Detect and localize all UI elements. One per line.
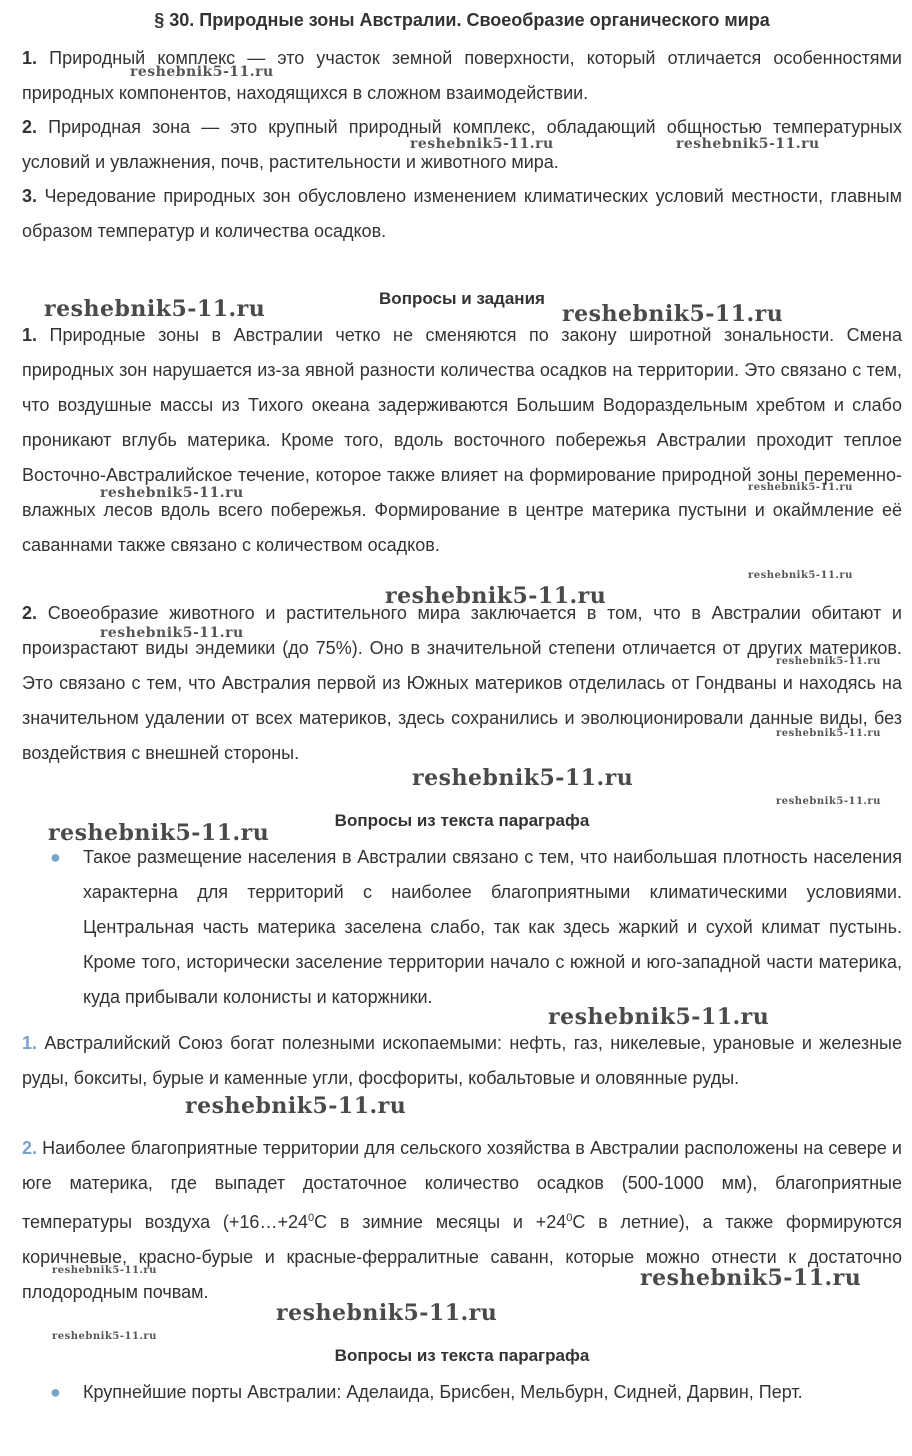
- bullet-icon: ●: [50, 1382, 61, 1402]
- watermark: reshebnik5-11.ru: [410, 136, 554, 152]
- watermark: reshebnik5-11.ru: [640, 1265, 862, 1291]
- section-heading-text-questions: Вопросы из текста параграфа: [334, 811, 590, 830]
- item-text: Природные зоны в Австралии четко не сменяются по закону широтной зональности. Смена природных зон нарушается из-за явной разности количества осадков на территории. Это связано с тем, что воздушные массы из Тихого океана задерживаются Большим Водораздельным хребтом и слабо проникают вглубь материка. Кроме того, вдоль восточного побережья Австралии проходит теплое Восточно-Австралийское течение, которое также влияет на формирование природной зоны переменно-влажных лесов вдоль всего побережья. Формирование в центре материка пустыни и окаймление её саваннами также связано с количеством осадков.: [22, 325, 902, 555]
- text-answer-1: [22, 1026, 902, 1096]
- answer-2: [22, 596, 902, 771]
- watermark: reshebnik5-11.ru: [776, 796, 881, 807]
- watermark: reshebnik5-11.ru: [385, 583, 607, 609]
- item-number: 1.: [22, 48, 38, 68]
- definition-3: [22, 179, 902, 249]
- item-text: Природная зона — это крупный природный комплекс, обладающий общностью температурных условий и увлажнения, почв, растительности и животного мира.: [22, 117, 902, 172]
- item-number: 2.: [22, 603, 38, 623]
- item-text: Чередование природных зон обусловлено изменением климатических условий местности, главным образом температур и количества осадков.: [22, 186, 902, 241]
- item-text: Своеобразие животного и растительного мира заключается в том, что в Австралии обитают и произрастают виды эндемики (до 75%). Оно в значительной степени отличается от других материков. Это связано с тем, что Австралия первой из Южных материков отделилась от Гондваны и находясь на значительном удалении от всех материков, здесь сохранились и эволюционировали данные виды, без воздействия с внешней стороны.: [22, 603, 902, 763]
- watermark: reshebnik5-11.ru: [776, 728, 881, 739]
- list-item: [22, 840, 902, 1015]
- list-item-text: Крупнейшие порты Австралии: Аделаида, Брисбен, Мельбурн, Сидней, Дарвин, Перт.: [83, 1382, 803, 1402]
- item-text: Наиболее благоприятные территории для сельского хозяйства в Австралии расположены на севере и юге материка, где выпадет достаточное количество осадков (500-1000 мм), благоприятные температуры воздуха ($+16\dots+24^0С$ в зимние месяцы $и +24^0С$ в летние), а также формируются коричневые, красно-бурые и красные-ферралитные саванн, которые можно отнести к достаточно плодородным почвам.: [22, 1138, 902, 1302]
- section-heading-questions: Вопросы и задания: [379, 289, 545, 308]
- watermark: reshebnik5-11.ru: [562, 301, 784, 327]
- watermark: reshebnik5-11.ru: [44, 296, 266, 322]
- watermark: reshebnik5-11.ru: [776, 656, 881, 667]
- watermark: reshebnik5-11.ru: [130, 64, 274, 80]
- watermark: reshebnik5-11.ru: [52, 1265, 157, 1276]
- section-heading-text-questions-2: Вопросы из текста параграфа: [334, 1346, 590, 1365]
- item-number: 2.: [22, 117, 38, 137]
- watermark: reshebnik5-11.ru: [48, 820, 270, 846]
- watermark: reshebnik5-11.ru: [100, 625, 244, 641]
- answer-1: [22, 318, 902, 563]
- watermark: reshebnik5-11.ru: [748, 482, 853, 493]
- item-number: 1.: [22, 1033, 38, 1053]
- bullet-icon: ●: [50, 847, 61, 867]
- item-text: Природный комплекс — это участок земной поверхности, который отличается особенностями природных компонентов, находящихся в сложном взаимодействии.: [22, 48, 902, 103]
- item-number: 1.: [22, 325, 38, 345]
- watermark: reshebnik5-11.ru: [676, 136, 820, 152]
- item-number: 2.: [22, 1138, 38, 1158]
- watermark: reshebnik5-11.ru: [276, 1300, 498, 1326]
- watermark: reshebnik5-11.ru: [100, 485, 244, 501]
- watermark: reshebnik5-11.ru: [412, 765, 634, 791]
- list-item-text: Такое размещение населения в Австралии связано с тем, что наибольшая плотность населения характерна для территорий с наиболее благоприятными климатическими условиями. Центральная часть материка заселена слабо, так как здесь жаркий и сухой климат пустынь. Кроме того, исторически заселение территории начало с южной и юго-западной части материка, куда прибывали колонисты и каторжники.: [83, 847, 902, 1007]
- watermark: reshebnik5-11.ru: [52, 1331, 157, 1342]
- item-text: Австралийский Союз богат полезными ископаемыми: нефть, газ, никелевые, урановые и железные руды, бокситы, бурые и каменные угли, фосфориты, кобальтовые и оловянные руды.: [22, 1033, 902, 1088]
- watermark: reshebnik5-11.ru: [185, 1093, 407, 1119]
- page-title: § 30. Природные зоны Австралии. Своеобразие органического мира: [154, 10, 770, 30]
- list-item: [22, 1375, 902, 1410]
- watermark: reshebnik5-11.ru: [748, 570, 853, 581]
- watermark: reshebnik5-11.ru: [548, 1004, 770, 1030]
- item-number: 3.: [22, 186, 38, 206]
